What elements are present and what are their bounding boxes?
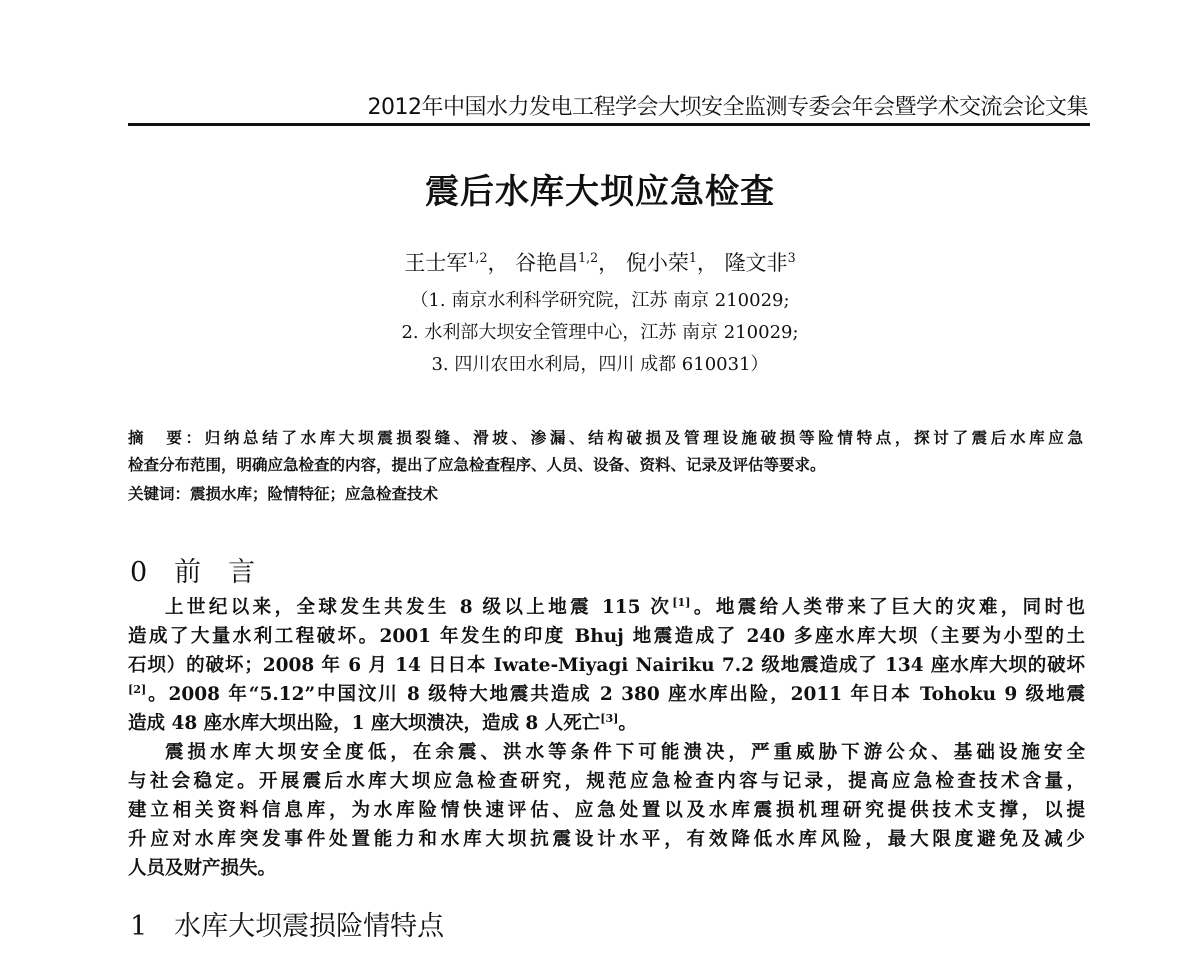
paragraph-line: 造成了大量水利工程破坏。2001 年发生的印度 Bhuj 地震造成了 240 多座水库大坝（主要为小型的土	[128, 626, 1085, 647]
paragraph-line: 与社会稳定。开展震后水库大坝应急检查研究，规范应急检查内容与记录，提高应急检查技术含量，	[128, 771, 1085, 792]
paragraph-line: 人员及财产损失。	[128, 858, 277, 879]
text: 上世纪以来，全球发生共发生 8 级以上地震 115 次	[165, 597, 673, 618]
text: 。地震给人类带来了巨大的灾难，同时也	[690, 597, 1085, 618]
paragraph-line: 升应对水库突发事件处置能力和水库大坝抗震设计水平，有效降低水库风险，最大限度避免及减少	[128, 829, 1085, 850]
running-header: 2012年中国水力发电工程学会大坝安全监测专委会年会暨学术交流会论文集	[367, 95, 1088, 120]
text: 造成 48 座水库大坝出险，1 座大坝溃决，造成 8 人死亡	[128, 713, 601, 734]
affiliation: 2. 水利部大坝安全管理中心，江苏 南京 210029;	[401, 322, 799, 343]
citation: [2]	[128, 682, 147, 696]
citation: [3]	[600, 711, 619, 725]
sep: ，	[696, 251, 718, 275]
keywords-line	[128, 482, 1083, 504]
paragraph-line: 建立相关资料信息库，为水库险情快速评估、应急处置以及水库震损机理研究提供技术支撑，以提	[128, 800, 1085, 821]
header-rule	[128, 123, 1090, 126]
abstract-text: 检查分布范围，明确应急检查的内容，提出了应急检查程序、人员、设备、资料、记录及评估等要求。	[128, 456, 826, 474]
abstract-label: 摘 要：	[128, 429, 205, 447]
text: 。	[618, 713, 637, 734]
author: 谷艳昌	[515, 251, 579, 275]
author-affil: 1,2	[578, 250, 599, 265]
author-affil: 1	[688, 250, 697, 265]
paragraph-line	[128, 680, 1085, 709]
sep: ，	[487, 251, 509, 275]
affiliation: （1. 南京水利科学研究院，江苏 南京 210029;	[410, 290, 790, 311]
author: 倪小荣	[625, 251, 689, 275]
paragraph-line	[128, 709, 1085, 738]
section-heading: 1 水库大坝震损险情特点	[130, 911, 445, 942]
abstract-text: 归纳总结了水库大坝震损裂缝、滑坡、渗漏、结构破损及管理设施破损等险情特点，探讨了震后水库应急	[204, 429, 1083, 447]
author-affil: 1,2	[467, 250, 488, 265]
author: 隆文非	[724, 251, 788, 275]
author: 王士军	[404, 251, 468, 275]
paragraph-line: 震损水库大坝安全度低，在余震、洪水等条件下可能溃决，严重威胁下游公众、基础设施安全	[165, 742, 1085, 763]
paragraph-line: 石坝）的破坏；2008 年 6 月 14 日日本 Iwate-Miyagi Nairiku 7.2 级地震造成了 134 座水库大坝的破坏	[128, 655, 1085, 676]
sep: ，	[598, 251, 620, 275]
keywords-text: 震损水库；险情特征；应急检查技术	[190, 485, 439, 503]
abstract-line	[128, 426, 1083, 448]
affiliation: 3. 四川农田水利局，四川 成都 610031）	[431, 354, 769, 375]
author-affil: 3	[787, 250, 796, 265]
keywords-label: 关键词：	[128, 485, 191, 503]
section-heading: 0 前 言	[130, 557, 256, 588]
paragraph-line	[165, 593, 1085, 622]
citation: [1]	[672, 595, 691, 609]
text: 。2008 年“5.12”中国汶川 8 级特大地震共造成 2 380 座水库出险，2011 年日本 Tohoku 9 级地震	[146, 684, 1085, 705]
author-list	[0, 247, 1200, 277]
paper-title: 震后水库大坝应急检查	[425, 172, 775, 212]
